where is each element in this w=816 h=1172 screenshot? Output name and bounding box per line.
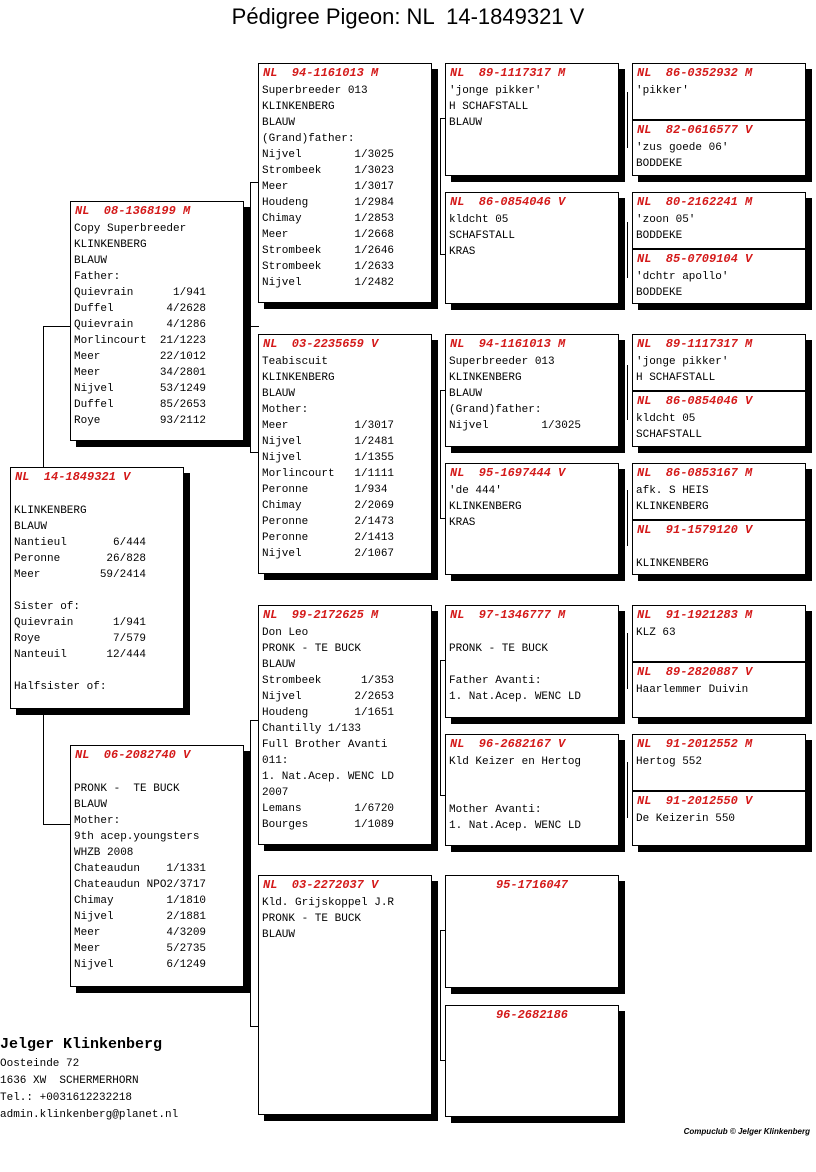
pigeon-card-ancestor[interactable] [632, 791, 806, 846]
ring-number: NL 86-0853167 M [637, 466, 753, 480]
ring-number: NL 91-2012552 M [637, 737, 753, 751]
copyright-credit: Compuclub © Jelger Klinkenberg [683, 1127, 810, 1136]
detail-line: Nijvel 2/1881 [74, 911, 207, 923]
pigeon-details [446, 623, 618, 705]
connector-line [43, 326, 71, 327]
detail-line: Nijvel 1/3025 [262, 149, 395, 161]
detail-line: 'zus goede 06' [636, 142, 729, 154]
detail-line [14, 663, 183, 679]
ring-number: NL 96-2682167 V [450, 737, 566, 751]
detail-line: Strombeek 1/2646 [262, 245, 395, 257]
connector-line [627, 762, 628, 818]
detail-line: H SCHAFSTALL [449, 101, 529, 113]
detail-line: BLAUW [262, 117, 296, 129]
pigeon-card-mother[interactable] [70, 745, 244, 987]
page-title: Pédigree Pigeon: NL 14-1849321 V [231, 4, 585, 29]
detail-line: Nijvel 53/1249 [74, 383, 207, 395]
detail-line: Nantieul 6/444 [14, 537, 147, 549]
ring-number: NL 86-0854046 V [450, 195, 566, 209]
detail-line: 'zoon 05' [636, 214, 696, 226]
detail-line [74, 765, 243, 781]
detail-line: 1. Nat.Acep. WENC LD [449, 691, 582, 703]
ring-number: NL 08-1368199 M [75, 204, 191, 218]
detail-line: 9th acep.youngsters [74, 831, 200, 843]
detail-line: BLAUW [74, 799, 108, 811]
pigeon-card-great-grandparent[interactable] [445, 734, 619, 846]
detail-line: 2007 [262, 787, 289, 799]
pigeon-details [633, 752, 805, 770]
pigeon-card-ancestor[interactable] [632, 120, 806, 176]
detail-line: Meer 1/2668 [262, 229, 395, 241]
detail-line: Mother: [74, 815, 121, 827]
detail-line: (Grand)father: [449, 404, 542, 416]
detail-line: Chantilly 1/133 [262, 723, 362, 735]
pigeon-details [633, 680, 805, 698]
detail-line: Meer 22/1012 [74, 351, 207, 363]
ring-number: NL 89-1117317 M [450, 66, 566, 80]
detail-line: Sister of: [14, 601, 81, 613]
pigeon-card-great-grandparent[interactable] [445, 192, 619, 304]
pigeon-details [259, 352, 431, 562]
detail-line: BODDEKE [636, 230, 683, 242]
connector-line [250, 720, 251, 1026]
detail-line [636, 540, 805, 556]
detail-line: BLAUW [449, 388, 483, 400]
ring-number: NL 03-2272037 V [263, 878, 379, 892]
detail-line: Nanteuil 12/444 [14, 649, 147, 661]
connector-line [627, 490, 628, 546]
connector-line [627, 633, 628, 689]
detail-line: Chimay 2/2069 [262, 500, 395, 512]
detail-line: KLINKENBERG [449, 501, 522, 513]
detail-line: Teabiscuit [262, 356, 329, 368]
connector-line [440, 930, 441, 1060]
detail-line: Peronne 26/828 [14, 553, 147, 565]
connector-line [440, 118, 441, 254]
pigeon-details [446, 81, 618, 131]
ring-number: NL 89-1117317 M [637, 337, 753, 351]
detail-line: Hertog 552 [636, 756, 703, 768]
pigeon-details [446, 352, 618, 434]
detail-line: Strombeek 1/2633 [262, 261, 395, 273]
connector-line [440, 660, 441, 795]
pigeon-details [446, 1023, 618, 1025]
detail-line: Meer 4/3209 [74, 927, 207, 939]
detail-line: Duffel 4/2628 [74, 303, 207, 315]
detail-line: Peronne 1/934 [262, 484, 388, 496]
pigeon-card-ancestor[interactable] [632, 520, 806, 575]
ring-number: NL 14-1849321 V [15, 470, 131, 484]
detail-line: SCHAFSTALL [449, 230, 516, 242]
detail-line: Nijvel 1/1355 [262, 452, 395, 464]
ring-number: NL 86-0854046 V [637, 394, 753, 408]
detail-line: (Grand)father: [262, 133, 355, 145]
pigeon-details [633, 409, 805, 443]
detail-line: Father Avanti: [449, 675, 542, 687]
detail-line [14, 583, 183, 599]
ring-number: NL 91-1579120 V [637, 523, 753, 537]
pigeon-card-ancestor[interactable] [632, 463, 806, 520]
detail-line: Nijvel 2/2653 [262, 691, 395, 703]
pigeon-card-ancestor[interactable] [632, 662, 806, 718]
detail-line: Meer 34/2801 [74, 367, 207, 379]
detail-line [449, 786, 618, 802]
pigeon-details [633, 138, 805, 172]
ring-number: NL 85-0709104 V [637, 252, 753, 266]
breeder-phone: Tel.: +0031612232218 [0, 1092, 133, 1104]
connector-line [627, 222, 628, 278]
detail-line: Nijvel 6/1249 [74, 959, 207, 971]
detail-line: Meer 1/3017 [262, 181, 395, 193]
pigeon-details [71, 763, 243, 973]
detail-line: Chimay 1/1810 [74, 895, 207, 907]
pigeon-details [633, 623, 805, 641]
detail-line: 011: [262, 755, 289, 767]
pigeon-card-grandparent[interactable] [258, 875, 432, 1115]
detail-line: BLAUW [262, 929, 296, 941]
detail-line: KLINKENBERG [14, 505, 87, 517]
breeder-name: Jelger Klinkenberg [0, 1036, 163, 1053]
detail-line: 'de 444' [449, 485, 502, 497]
detail-line: Copy Superbreeder [74, 223, 187, 235]
detail-line: Meer 5/2735 [74, 943, 207, 955]
detail-line: Superbreeder 013 [449, 356, 555, 368]
detail-line: KRAS [449, 517, 476, 529]
ring-number: NL 89-2820887 V [637, 665, 753, 679]
pigeon-details [633, 538, 805, 572]
detail-line: Don Leo [262, 627, 309, 639]
pigeon-card-ancestor[interactable] [632, 192, 806, 249]
detail-line: KLINKENBERG [262, 372, 335, 384]
ring-number: 95-1716047 [495, 878, 568, 892]
detail-line: KLINKENBERG [449, 372, 522, 384]
pigeon-card-ancestor[interactable] [632, 734, 806, 791]
detail-line: 'pikker' [636, 85, 689, 97]
detail-line: Morlincourt 1/1111 [262, 468, 395, 480]
pigeon-card-grandparent[interactable] [258, 334, 432, 574]
detail-line: WHZB 2008 [74, 847, 134, 859]
ring-number: NL 82-0616577 V [637, 123, 753, 137]
ring-number: NL 97-1346777 M [450, 608, 566, 622]
detail-line: Mother: [262, 404, 309, 416]
pigeon-details [633, 210, 805, 244]
ring-number: NL 86-0352932 M [637, 66, 753, 80]
detail-line: Chateaudun NPO2/3717 [74, 879, 207, 891]
detail-line: PRONK - TE BUCK [74, 783, 180, 795]
breeder-info [0, 1034, 178, 1124]
detail-line: H SCHAFSTALL [636, 372, 716, 384]
detail-line: Nijvel 1/2481 [262, 436, 395, 448]
connector-line [627, 365, 628, 420]
detail-line: PRONK - TE BUCK [262, 643, 362, 655]
detail-line: BLAUW [262, 388, 296, 400]
pigeon-details [633, 481, 805, 515]
detail-line: Kld. Grijskoppel J.R [262, 897, 395, 909]
pigeon-card-great-grandparent[interactable] [445, 1005, 619, 1117]
pigeon-details [259, 623, 431, 833]
detail-line: Mother Avanti: [449, 804, 542, 816]
breeder-address: Oosteinde 72 [0, 1058, 80, 1070]
detail-line: Strombeek 1/3023 [262, 165, 395, 177]
detail-line: BLAUW [449, 117, 483, 129]
detail-line: kldcht 05 [449, 214, 509, 226]
pigeon-details [446, 481, 618, 531]
detail-line: PRONK - TE BUCK [262, 913, 362, 925]
detail-line: Nijvel 2/1067 [262, 548, 395, 560]
detail-line: Father: [74, 271, 121, 283]
pigeon-details [259, 893, 431, 943]
detail-line: BLAUW [14, 521, 48, 533]
detail-line: Lemans 1/6720 [262, 803, 395, 815]
breeder-email[interactable]: admin.klinkenberg@planet.nl [0, 1109, 179, 1121]
pigeon-card-subject[interactable] [10, 467, 184, 709]
ring-number: NL 91-2012550 V [637, 794, 753, 808]
detail-line: Houdeng 1/2984 [262, 197, 395, 209]
pigeon-card-ancestor[interactable] [632, 605, 806, 662]
detail-line: Bourges 1/1089 [262, 819, 395, 831]
connector-line [250, 182, 251, 452]
pigeon-details [71, 219, 243, 429]
pigeon-card-great-grandparent[interactable] [445, 463, 619, 575]
detail-line: 1. Nat.Acep. WENC LD [449, 820, 582, 832]
pigeon-card-father[interactable] [70, 201, 244, 441]
pigeon-card-great-grandparent[interactable] [445, 334, 619, 447]
detail-line: Superbreeder 013 [262, 85, 368, 97]
connector-line [627, 92, 628, 148]
detail-line: Meer 59/2414 [14, 569, 147, 581]
detail-line: Chateaudun 1/1331 [74, 863, 207, 875]
ring-number: NL 95-1697444 V [450, 466, 566, 480]
detail-line: Strombeek 1/353 [262, 675, 395, 687]
detail-line: KLINKENBERG [636, 558, 709, 570]
detail-line: Roye 7/579 [14, 633, 147, 645]
detail-line: KLZ 63 [636, 627, 676, 639]
connector-line [43, 712, 44, 824]
detail-line: Kld Keizer en Hertog [449, 756, 582, 768]
connector-line [440, 390, 441, 518]
detail-line: BLAUW [262, 659, 296, 671]
detail-line: BODDEKE [636, 158, 683, 170]
detail-line: Peronne 2/1413 [262, 532, 395, 544]
detail-line: BODDEKE [636, 287, 683, 299]
detail-line: Roye 93/2112 [74, 415, 207, 427]
detail-line: KLINKENBERG [74, 239, 147, 251]
ring-number: NL 94-1161013 M [263, 66, 379, 80]
ring-number: NL 94-1161013 M [450, 337, 566, 351]
ring-number: NL 91-1921283 M [637, 608, 753, 622]
detail-line: De Keizerin 550 [636, 813, 736, 825]
pigeon-details [11, 485, 183, 695]
detail-line: PRONK - TE BUCK [449, 643, 549, 655]
detail-line: KRAS [449, 246, 476, 258]
pigeon-details [633, 267, 805, 301]
pigeon-card-great-grandparent[interactable] [445, 63, 619, 176]
detail-line: KLINKENBERG [262, 101, 335, 113]
ring-number: 96-2682186 [495, 1008, 568, 1022]
detail-line: Nijvel 1/3025 [449, 420, 582, 432]
detail-line: BLAUW [74, 255, 108, 267]
pigeon-card-great-grandparent[interactable] [445, 875, 619, 988]
pigeon-card-ancestor[interactable] [632, 63, 806, 120]
ring-number: NL 03-2235659 V [263, 337, 379, 351]
ring-number: NL 06-2082740 V [75, 748, 191, 762]
detail-line: KLINKENBERG [636, 501, 709, 513]
detail-line: 1. Nat.Acep. WENC LD [262, 771, 395, 783]
detail-line [14, 487, 183, 503]
detail-line: SCHAFSTALL [636, 429, 703, 441]
connector-line [250, 326, 259, 327]
detail-line: Duffel 85/2653 [74, 399, 207, 411]
detail-line: Quievrain 1/941 [14, 617, 147, 629]
pigeon-details [446, 893, 618, 895]
pigeon-details [446, 210, 618, 260]
detail-line: Quievrain 4/1286 [74, 319, 207, 331]
detail-line: Haarlemmer Duivin [636, 684, 749, 696]
pigeon-card-ancestor[interactable] [632, 391, 806, 447]
detail-line [449, 625, 618, 641]
connector-line [43, 824, 71, 825]
pigeon-card-grandparent[interactable] [258, 605, 432, 845]
detail-line: kldcht 05 [636, 413, 696, 425]
detail-line: Chimay 1/2853 [262, 213, 395, 225]
pigeon-card-ancestor[interactable] [632, 249, 806, 304]
pigeon-details [446, 752, 618, 834]
detail-line: Houdeng 1/1651 [262, 707, 395, 719]
ring-number: NL 80-2162241 M [637, 195, 753, 209]
detail-line: 'jonge pikker' [449, 85, 542, 97]
detail-line [449, 657, 618, 673]
detail-line: 'jonge pikker' [636, 356, 729, 368]
detail-line: Meer 1/3017 [262, 420, 395, 432]
detail-line: Morlincourt 21/1223 [74, 335, 207, 347]
connector-line [43, 326, 44, 469]
detail-line: 'dchtr apollo' [636, 271, 729, 283]
detail-line: Nijvel 1/2482 [262, 277, 395, 289]
detail-line [449, 770, 618, 786]
pigeon-card-great-grandparent[interactable] [445, 605, 619, 718]
detail-line: Full Brother Avanti [262, 739, 388, 751]
pigeon-card-ancestor[interactable] [632, 334, 806, 391]
breeder-postcode: 1636 XW SCHERMERHORN [0, 1075, 139, 1087]
pigeon-details [633, 352, 805, 386]
pigeon-details [259, 81, 431, 291]
detail-line: Halfsister of: [14, 681, 107, 693]
ring-number: NL 99-2172625 M [263, 608, 379, 622]
detail-line: Quievrain 1/941 [74, 287, 207, 299]
pigeon-details [633, 809, 805, 827]
pigeon-card-grandparent[interactable] [258, 63, 432, 303]
detail-line: Peronne 2/1473 [262, 516, 395, 528]
detail-line: afk. S HEIS [636, 485, 709, 497]
pigeon-details [633, 81, 805, 99]
